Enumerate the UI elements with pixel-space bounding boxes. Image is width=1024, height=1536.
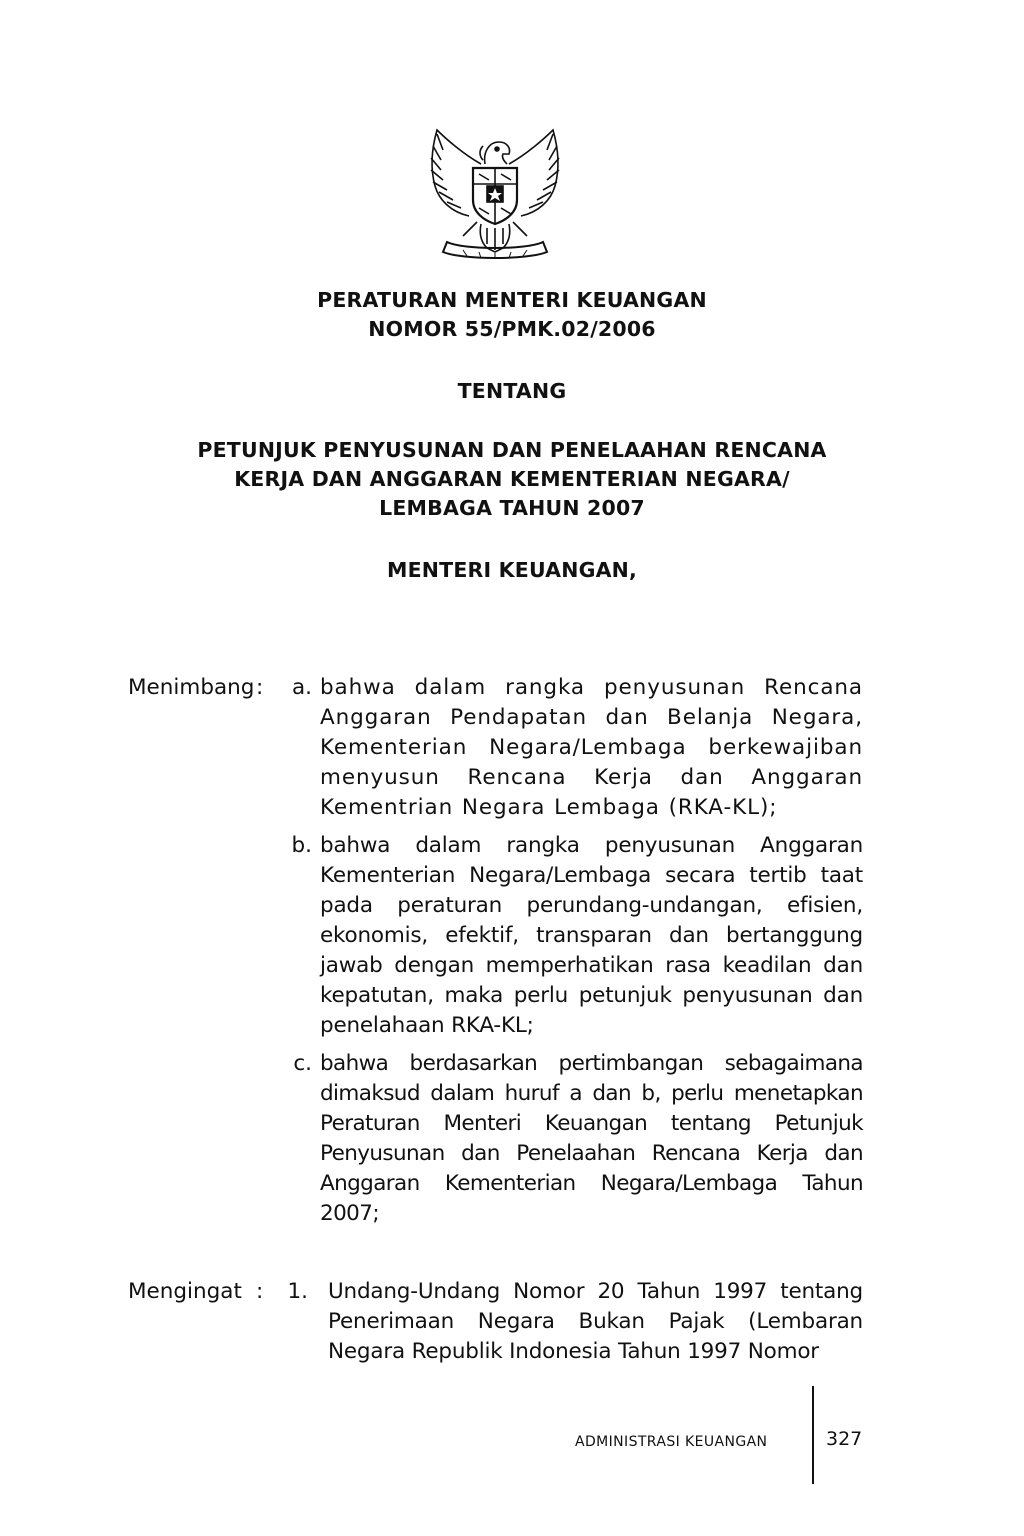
menimbang-marker-a: a. — [291, 675, 312, 700]
subject-line-2: KERJA DAN ANGGARAN KEMENTERIAN NEGARA/ — [234, 467, 790, 491]
page-number: 327 — [826, 1428, 863, 1450]
subject-heading — [0, 436, 1024, 523]
menimbang-item-b: bahwa dalam rangka penyusunan Anggaran Kementerian Negara/Lembaga secara tertib taat pada peraturan perundang-undangan, efisien, ekonomis, efektif, transparan dan bertanggung jawab dengan memperhatikan rasa keadilan dan kepatutan, maka perlu petunjuk penyusunan dan penelahaan RKA-KL; — [320, 833, 863, 1038]
document-title — [0, 286, 1024, 344]
menimbang-colon: : — [256, 675, 264, 700]
subject-line-1: PETUNJUK PENYUSUNAN DAN PENELAAHAN RENCANA — [197, 438, 827, 462]
minister-label: MENTERI KEUANGAN, — [386, 558, 638, 582]
menimbang-item-c: bahwa berdasarkan pertimbangan sebagaimana dimaksud dalam huruf a dan b, perlu menetapkan Peraturan Menteri Keuangan tentang Petunjuk Penyusunan dan Penelaahan Rencana Kerja dan Anggaran Kementerian Negara/Lembaga Tahun 2007; — [320, 1051, 863, 1226]
mengingat-item-1: Undang-Undang Nomor 20 Tahun 1997 tentang Penerimaan Negara Bukan Pajak (Lembaran Negara Republik Indonesia Tahun 1997 Nomor — [328, 1279, 863, 1364]
mengingat-colon: : — [256, 1279, 264, 1304]
menimbang-marker-c: c. — [293, 1051, 312, 1076]
mengingat-label: Mengingat — [128, 1279, 242, 1304]
menimbang-marker-b: b. — [291, 833, 312, 858]
title-line-2: NOMOR 55/PMK.02/2006 — [368, 317, 656, 341]
tentang-heading — [0, 377, 1024, 406]
menimbang-item-a: bahwa dalam rangka penyusunan Rencana Anggaran Pendapatan dan Belanja Negara, Kementerian Negara/Lembaga berkewajiban menyusun Rencana Kerja dan Anggaran Kementrian Negara Lembaga (RKA-KL); — [320, 675, 863, 820]
footer-section-label: ADMINISTRASI KEUANGAN — [575, 1434, 768, 1450]
menimbang-label: Menimbang — [128, 675, 255, 700]
mengingat-marker-1: 1. — [287, 1279, 308, 1304]
title-line-1: PERATURAN MENTERI KEUANGAN — [317, 288, 707, 312]
footer-divider — [812, 1386, 814, 1484]
subject-line-3: LEMBAGA TAHUN 2007 — [379, 496, 645, 520]
minister-heading — [0, 556, 1024, 585]
tentang-label: TENTANG — [457, 379, 567, 403]
garuda-pancasila-emblem-icon — [423, 124, 567, 272]
